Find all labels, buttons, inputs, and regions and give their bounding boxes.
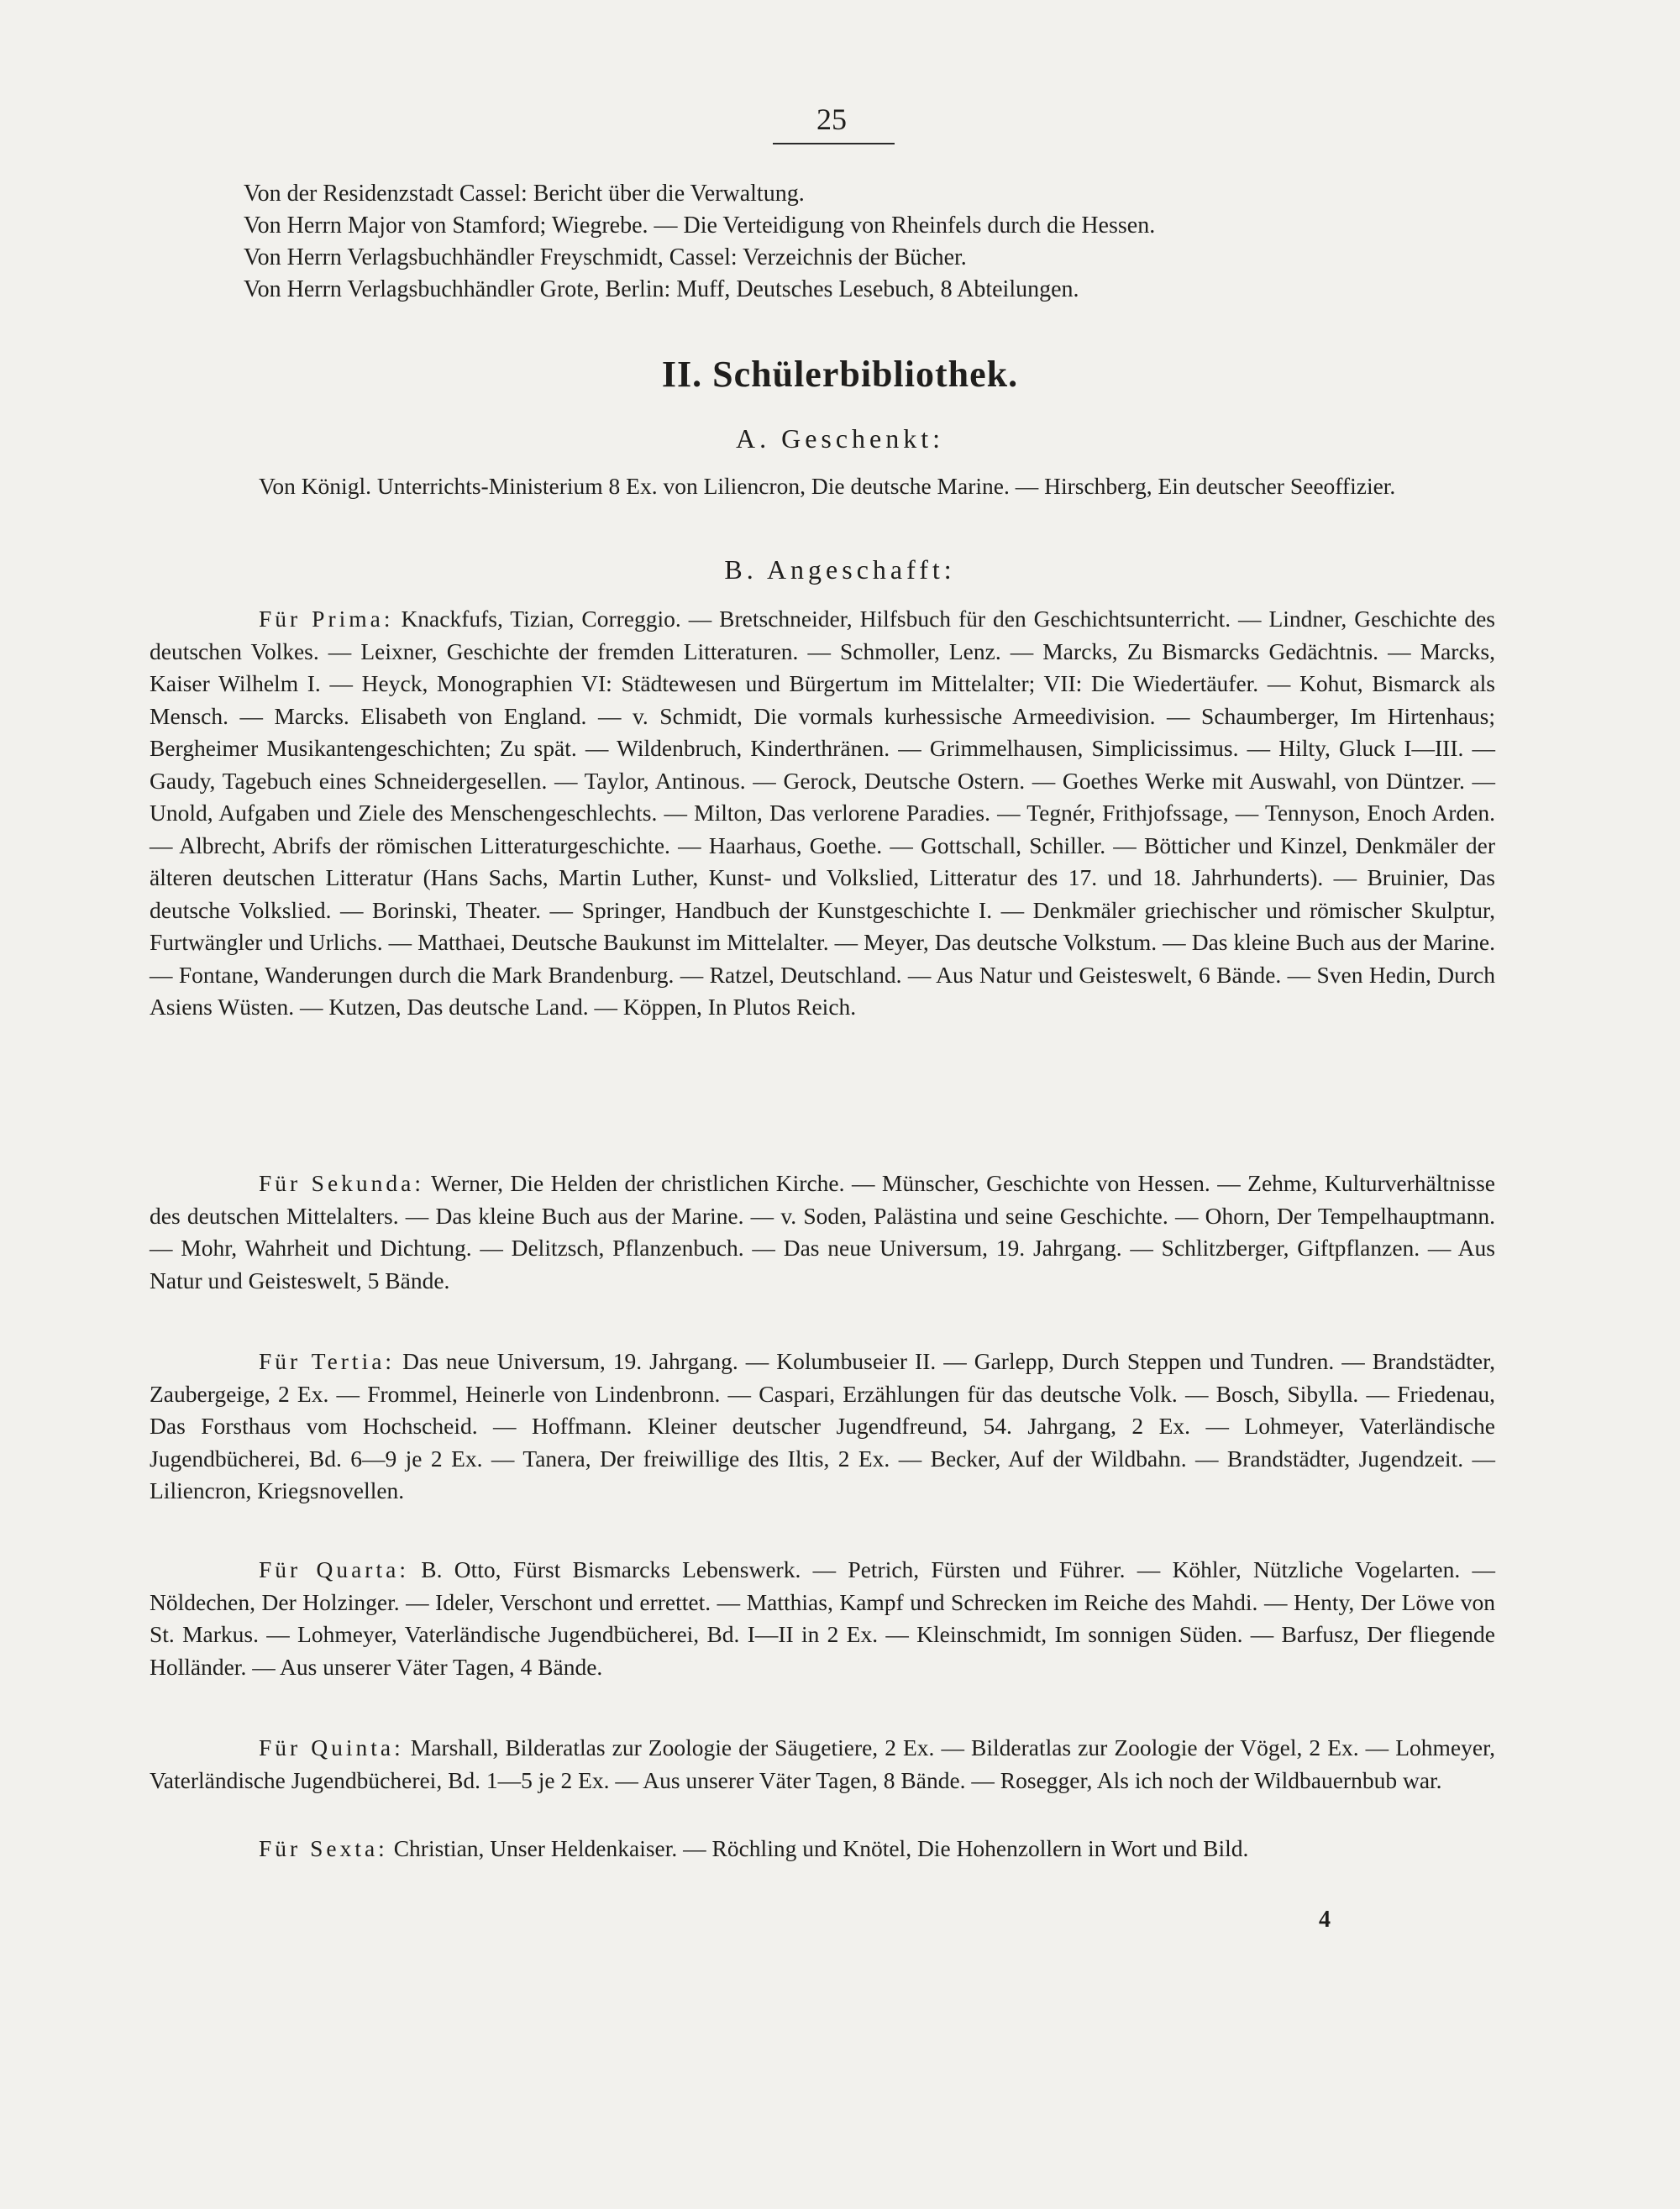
section-title: II. Schülerbibliothek. bbox=[661, 354, 1019, 395]
class-paragraph-quinta bbox=[150, 1732, 1495, 1797]
class-label: Für Quarta: bbox=[259, 1556, 409, 1582]
page-number: 25 bbox=[816, 102, 847, 136]
subsection-b-heading: B. Angeschafft: bbox=[724, 554, 956, 585]
class-label: Für Prima: bbox=[259, 606, 394, 632]
page-number-rule bbox=[773, 143, 895, 144]
class-label: Für Quinta: bbox=[259, 1734, 404, 1760]
class-books: Werner, Die Helden der christlichen Kirche. — Münscher, Geschichte von Hessen. — Zehme, Kulturverhältnisse des deutschen Mittelalters. — Das kleine Buch aus der Marine. — v. Soden, Palästina und seine Geschichte. — Ohorn, Der Tempelhauptmann. — Mohr, Wahrheit und Dichtung. — Delitzsch, Pflanzenbuch. — Das neue Universum, 19. Jahrgang. — Schlitzberger, Giftpflanzen. — Aus Natur und Geisteswelt, 5 Bände. bbox=[150, 1170, 1495, 1293]
class-label: Für Sekunda: bbox=[259, 1170, 425, 1196]
donor-line: Von Herrn Major von Stamford; Wiegrebe. — Die Verteidigung von Rheinfels durch die Hessen. bbox=[244, 213, 1156, 239]
class-paragraph-quarta bbox=[150, 1554, 1495, 1683]
donor-list bbox=[244, 178, 1504, 306]
class-books: Marshall, Bilderatlas zur Zoologie der Säugetiere, 2 Ex. — Bilderatlas zur Zoologie der Vögel, 2 Ex. — Lohmeyer, Vaterländische Jugendbücherei, Bd. 1—5 je 2 Ex. — Aus unserer Väter Tagen, 8 Bände. — Rosegger, Als ich noch der Wildbauernbub war. bbox=[150, 1734, 1495, 1793]
class-paragraph-tertia bbox=[150, 1346, 1495, 1508]
class-paragraph-sexta bbox=[150, 1833, 1495, 1865]
class-paragraph-sekunda bbox=[150, 1167, 1495, 1297]
donor-line: Von Herrn Verlagsbuchhändler Freyschmidt, Cassel: Verzeichnis der Bücher. bbox=[244, 244, 967, 270]
gift-text: Von Königl. Unterrichts-Ministerium 8 Ex. von Liliencron, Die deutsche Marine. — Hirschberg, Ein deutscher Seeoffizier. bbox=[259, 473, 1396, 499]
class-label: Für Sexta: bbox=[259, 1835, 388, 1861]
class-paragraph-prima bbox=[150, 603, 1495, 1024]
subsection-a-heading: A. Geschenkt: bbox=[735, 423, 945, 454]
gift-paragraph bbox=[150, 470, 1495, 503]
class-books: Das neue Universum, 19. Jahrgang. — Kolumbuseier II. — Garlepp, Durch Steppen und Tundren. — Brandstädter, Zaubergeige, 2 Ex. — Frommel, Heinerle von Lindenbronn. — Caspari, Erzählungen für das deutsche Volk. — Bosch, Sibylla. — Friedenau, Das Forsthaus vom Hochscheid. — Hoffmann. Kleiner deutscher Jugendfreund, 54. Jahrgang, 2 Ex. — Lohmeyer, Vaterländische Jugendbücherei, Bd. 6—9 je 2 Ex. — Tanera, Der freiwillige des Iltis, 2 Ex. — Becker, Auf der Wildbahn. — Brandstädter, Jugendzeit. — Liliencron, Kriegsnovellen. bbox=[150, 1348, 1496, 1503]
class-books: B. Otto, Fürst Bismarcks Lebenswerk. — Petrich, Fürsten und Führer. — Köhler, Nützliche Vogelarten. — Nöldechen, Der Holzinger. — Ideler, Verschont und errettet. — Matthias, Kampf und Schrecken im Reiche des Mahdi. — Henty, Der Löwe von St. Markus. — Lohmeyer, Vaterländische Jugendbücherei, Bd. I—II in 2 Ex. — Kleinschmidt, Im sonnigen Süden. — Barfusz, Der fliegende Holländer. — Aus unserer Väter Tagen, 4 Bände. bbox=[150, 1556, 1495, 1680]
class-books: Christian, Unser Heldenkaiser. — Röchling und Knötel, Die Hohenzollern in Wort und Bild. bbox=[393, 1835, 1249, 1861]
donor-line: Von der Residenzstadt Cassel: Bericht über die Verwaltung. bbox=[244, 181, 805, 207]
donor-line: Von Herrn Verlagsbuchhändler Grote, Berlin: Muff, Deutsches Lesebuch, 8 Abteilungen. bbox=[244, 276, 1079, 302]
signature-mark: 4 bbox=[1319, 1907, 1331, 1933]
class-label: Für Tertia: bbox=[259, 1348, 396, 1374]
class-books: Knackfufs, Tizian, Correggio. — Bretschneider, Hilfsbuch für den Geschichtsunterricht. — Lindner, Geschichte des deutschen Volkes. — Leixner, Geschichte der fremden Litteraturen. — Schmoller, Lenz. — Marcks, Zu Bismarcks Gedächtnis. — Marcks, Kaiser Wilhelm I. — Heyck, Monographien VI: Städtewesen und Bürgertum im Mittelalter; VII: Die Wiedertäufer. — Kohut, Bismarck als Mensch. — Marcks. Elisabeth von England. — v. Schmidt, Die vormals kurhessische Armeedivision. — Schaumberger, Im Hirtenhaus; Bergheimer Musikantengeschichten; Zu spät. — Wildenbruch, Kinderthränen. — Grimmelhausen, Simplicissimus. — Hilty, Gluck I—III. — Gaudy, Tagebuch eines Schneidergesellen. — Taylor, Antinous. — Gerock, Deutsche Ostern. — Goethes Werke mit Auswahl, von Düntzer. — Unold, Aufgaben und Ziele des Menschengeschlechts. — Milton, Das verlorene Paradies. — Tegnér, Frithjofssage, — Tennyson, Enoch Arden. — Albrecht, Abrifs der römischen Litteraturgeschichte. — Haarhaus, Goethe. — Gottschall, Schiller. — Bötticher und Kinzel, Denkmäler der älteren deutschen Litteratur (Hans Sachs, Martin Luther, Kunst- und Volkslied, Litteratur des 17. und 18. Jahrhunderts). — Bruinier, Das deutsche Volkslied. — Borinski, Theater. — Springer, Handbuch der Kunstgeschichte I. — Denkmäler griechischer und römischer Skulptur, Furtwängler und Urlichs. — Matthaei, Deutsche Baukunst im Mittelalter. — Meyer, Das deutsche Volkstum. — Das kleine Buch aus der Marine. — Fontane, Wanderungen durch die Mark Brandenburg. — Ratzel, Deutschland. — Aus Natur und Geisteswelt, 6 Bände. — Sven Hedin, Durch Asiens Wüsten. — Kutzen, Das deutsche Land. — Köppen, In Plutos Reich. bbox=[150, 606, 1496, 1020]
